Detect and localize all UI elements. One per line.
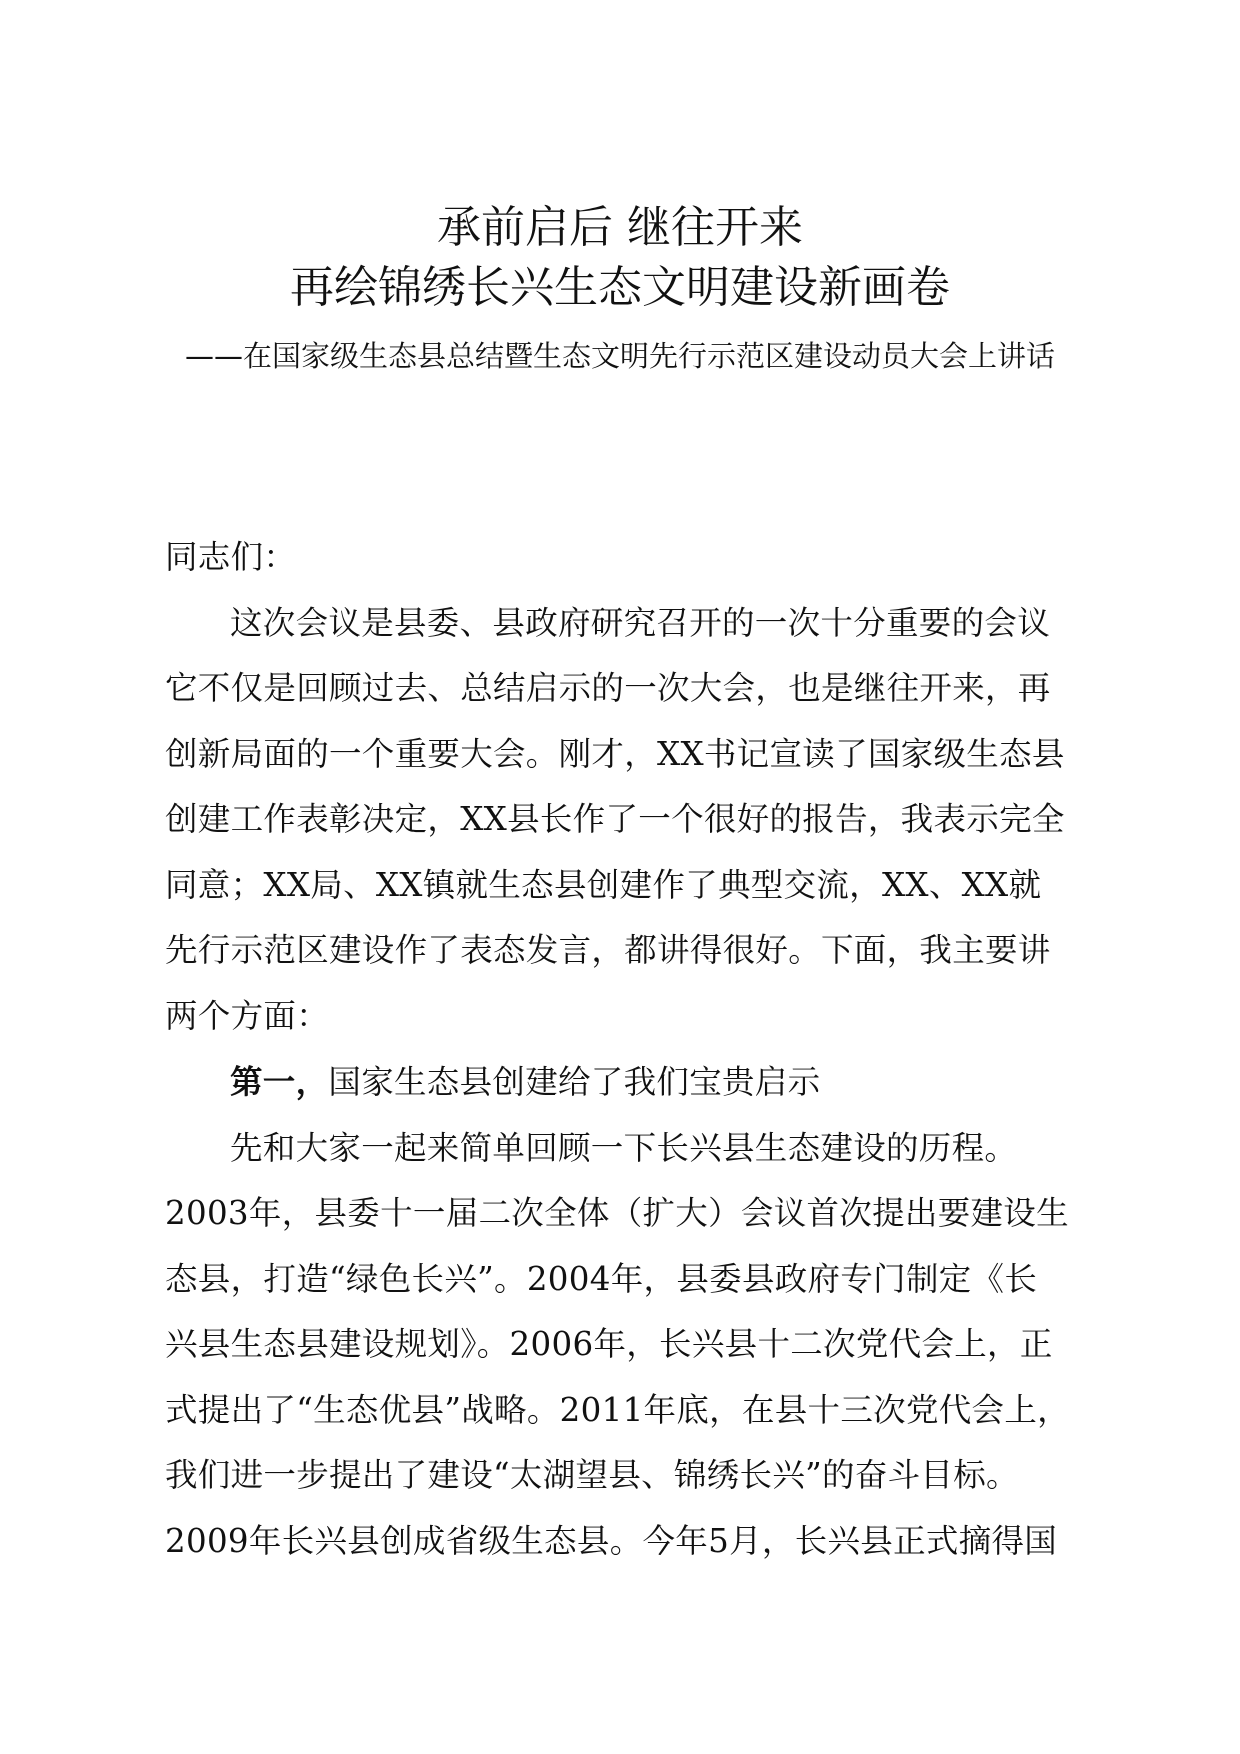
paragraph-line: 创建工作表彰决定，XX县长作了一个很好的报告，我表示完全	[165, 800, 1065, 838]
paragraph-line: 创新局面的一个重要大会。刚才，XX书记宣读了国家级生态县	[165, 734, 1065, 773]
paragraph-2	[165, 1116, 1100, 1575]
paragraph-1	[165, 591, 1100, 1050]
paragraph-line: 态县，打造“绿色长兴”。2004年，县委县政府专门制定《长	[165, 1259, 1038, 1298]
document-body	[165, 525, 1100, 1574]
paragraph-line: 我们进一步提出了建设“太湖望县、锦绣长兴”的奋斗目标。	[165, 1456, 1019, 1494]
paragraph-line: 同意；XX局、XX镇就生态县创建作了典型交流，XX、XX就	[165, 865, 1042, 904]
section-heading-lead: 第一，	[230, 1062, 329, 1101]
salutation: 同志们：	[165, 538, 297, 576]
paragraph-line: 2003年，县委十一届二次全体（扩大）会议首次提出要建设生	[165, 1194, 1069, 1232]
paragraph-line: 两个方面：	[165, 996, 330, 1035]
subtitle: ——在国家级生态县总结暨生态文明先行示范区建设动员大会上讲话	[184, 339, 1055, 373]
section-heading-text: 国家生态县创建给了我们宝贵启示	[328, 1063, 821, 1101]
paragraph-line: 先行示范区建设作了表态发言，都讲得很好。下面，我主要讲	[165, 931, 1051, 969]
title-line-2: 再绘锦绣长兴生态文明建设新画卷	[290, 262, 950, 313]
paragraph-line: 它不仅是回顾过去、总结启示的一次大会，也是继往开来，再	[165, 669, 1051, 707]
paragraph-line: 2009年长兴县创成省级生态县。今年5月，长兴县正式摘得国	[165, 1521, 1058, 1560]
paragraph-line: 这次会议是县委、县政府研究召开的一次十分重要的会议	[230, 603, 1051, 642]
title-line-1: 承前启后 继往开来	[437, 202, 803, 253]
paragraph-line: 式提出了“生态优县”战略。2011年底，在县十三次党代会上，	[165, 1390, 1070, 1429]
paragraph-line: 兴县生态县建设规划》。2006年，长兴县十二次党代会上，正	[165, 1325, 1053, 1363]
section-heading-1	[165, 1049, 1100, 1116]
paragraph-line: 先和大家一起来简单回顾一下长兴县生态建设的历程。	[230, 1128, 1018, 1167]
